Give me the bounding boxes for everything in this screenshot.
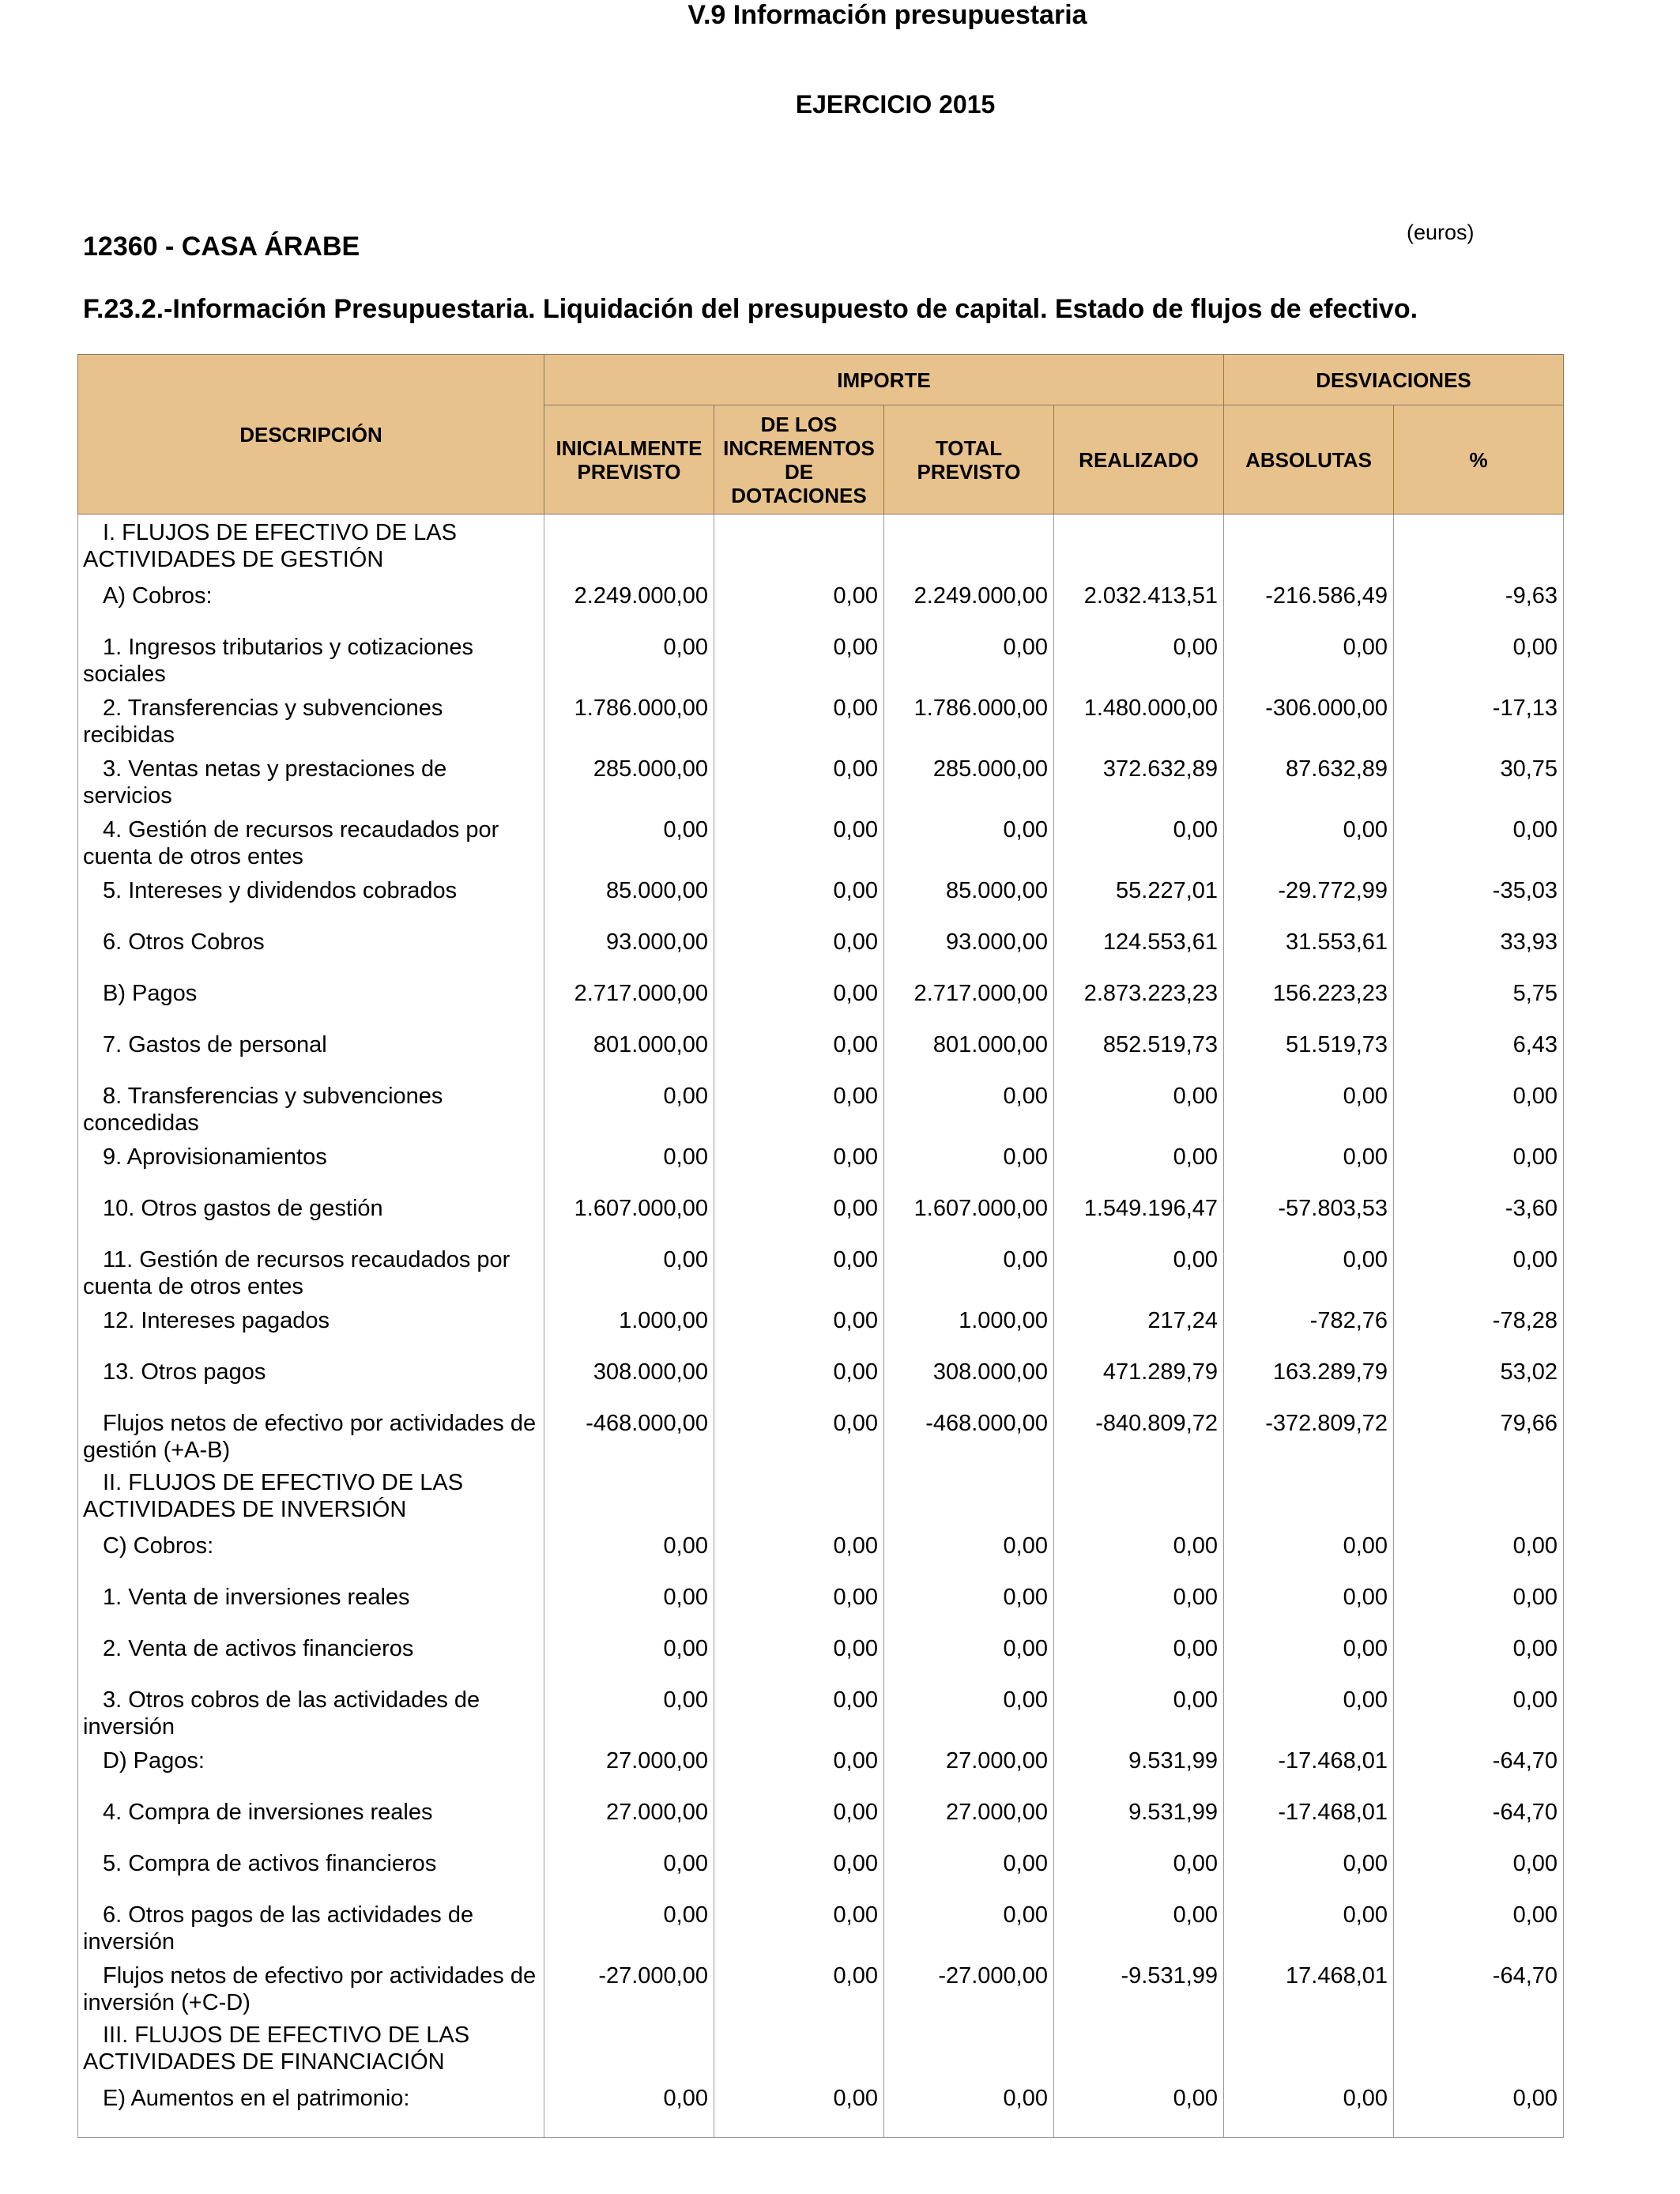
row-description (78, 1301, 544, 1352)
cell-realizado: 2.032.413,51 (1054, 576, 1224, 628)
cell-porcentaje (1394, 515, 1564, 577)
table-row (78, 515, 1564, 577)
cell-inicialmente-previsto: 2.249.000,00 (544, 576, 714, 628)
table-row (78, 1844, 1564, 1895)
cell-inicialmente-previsto: 0,00 (544, 1895, 714, 1956)
cell-porcentaje: 0,00 (1394, 810, 1564, 871)
row-description (78, 1404, 544, 1465)
cell-incrementos: 0,00 (714, 974, 884, 1025)
cell-porcentaje: -17,13 (1394, 688, 1564, 749)
cell-absolutas: 0,00 (1224, 1076, 1394, 1137)
cell-total-previsto: 1.607.000,00 (884, 1189, 1054, 1240)
cell-incrementos: 0,00 (714, 576, 884, 628)
cell-total-previsto: -27.000,00 (884, 1956, 1054, 2017)
table-row (78, 1301, 1564, 1352)
row-label: 3. Ventas netas y prestaciones de servicios (83, 756, 447, 809)
cell-incrementos (714, 515, 884, 577)
cell-inicialmente-previsto: 2.717.000,00 (544, 974, 714, 1025)
header-total-previsto: TOTAL PREVISTO (884, 405, 1054, 515)
cell-total-previsto: 0,00 (884, 2079, 1054, 2138)
row-description (78, 1076, 544, 1137)
row-description (78, 810, 544, 871)
row-description (78, 628, 544, 688)
table-row (78, 922, 1564, 974)
cell-realizado: 0,00 (1054, 1526, 1224, 1578)
row-description (78, 1895, 544, 1956)
cell-porcentaje: 0,00 (1394, 1137, 1564, 1189)
cell-incrementos: 0,00 (714, 1526, 884, 1578)
cash-flow-table (77, 354, 1564, 2138)
table-header (78, 355, 1564, 515)
cell-total-previsto: 2.249.000,00 (884, 576, 1054, 628)
header-inicialmente-previsto: INICIALMENTE PREVISTO (544, 405, 714, 515)
row-label: 9. Aprovisionamientos (103, 1144, 327, 1170)
cell-porcentaje (1394, 2017, 1564, 2079)
cell-incrementos: 0,00 (714, 1741, 884, 1793)
table-row (78, 871, 1564, 922)
cell-inicialmente-previsto: 0,00 (544, 1240, 714, 1301)
cell-porcentaje: -64,70 (1394, 1956, 1564, 2017)
cell-absolutas: -29.772,99 (1224, 871, 1394, 922)
table-row (78, 576, 1564, 628)
cell-incrementos: 0,00 (714, 810, 884, 871)
row-description (78, 1526, 544, 1578)
cell-incrementos: 0,00 (714, 1578, 884, 1629)
row-label: 1. Ingresos tributarios y cotizaciones sociales (83, 635, 474, 687)
cell-total-previsto: 0,00 (884, 1240, 1054, 1301)
cell-realizado: 124.553,61 (1054, 922, 1224, 974)
table-row (78, 810, 1564, 871)
row-description (78, 974, 544, 1025)
cell-porcentaje: 0,00 (1394, 628, 1564, 688)
row-label: D) Pagos: (103, 1748, 205, 1774)
cell-absolutas: 31.553,61 (1224, 922, 1394, 974)
table-row (78, 1956, 1564, 2017)
header-descripcion: DESCRIPCIÓN (78, 355, 544, 515)
cell-absolutas: 0,00 (1224, 1895, 1394, 1956)
table-row (78, 2017, 1564, 2079)
cell-realizado: -9.531,99 (1054, 1956, 1224, 2017)
row-label: E) Aumentos en el patrimonio: (103, 2086, 410, 2111)
cell-incrementos: 0,00 (714, 1629, 884, 1680)
cell-total-previsto: 85.000,00 (884, 871, 1054, 922)
cell-porcentaje: 0,00 (1394, 1895, 1564, 1956)
cell-porcentaje: 53,02 (1394, 1352, 1564, 1404)
cell-absolutas: -57.803,53 (1224, 1189, 1394, 1240)
cell-absolutas: 0,00 (1224, 1844, 1394, 1895)
cell-incrementos: 0,00 (714, 1025, 884, 1076)
cell-inicialmente-previsto (544, 2017, 714, 2079)
cell-porcentaje: 0,00 (1394, 1526, 1564, 1578)
cell-absolutas (1224, 515, 1394, 577)
cell-porcentaje: 0,00 (1394, 1240, 1564, 1301)
cell-inicialmente-previsto: -468.000,00 (544, 1404, 714, 1465)
header-realizado: REALIZADO (1054, 405, 1224, 515)
cell-total-previsto: 0,00 (884, 1680, 1054, 1741)
cell-porcentaje: 0,00 (1394, 1680, 1564, 1741)
row-description (78, 749, 544, 810)
cell-total-previsto: 2.717.000,00 (884, 974, 1054, 1025)
row-description (78, 1352, 544, 1404)
cell-absolutas: -216.586,49 (1224, 576, 1394, 628)
cell-incrementos: 0,00 (714, 871, 884, 922)
cell-porcentaje (1394, 1465, 1564, 1526)
cell-total-previsto: 801.000,00 (884, 1025, 1054, 1076)
cell-absolutas: 0,00 (1224, 1578, 1394, 1629)
report-subtitle: F.23.2.-Información Presupuestaria. Liquidación del presupuesto de capital. Estado de flujos de efectivo. (83, 294, 1418, 324)
cell-incrementos: 0,00 (714, 1895, 884, 1956)
header-incrementos: DE LOS INCREMENTOS DE DOTACIONES (714, 405, 884, 515)
cell-inicialmente-previsto (544, 1465, 714, 1526)
cell-total-previsto: 0,00 (884, 628, 1054, 688)
row-label: 5. Intereses y dividendos cobrados (103, 878, 458, 903)
cell-porcentaje: 0,00 (1394, 1076, 1564, 1137)
cell-realizado: 1.480.000,00 (1054, 688, 1224, 749)
cell-realizado (1054, 515, 1224, 577)
table-row (78, 749, 1564, 810)
cell-inicialmente-previsto: 0,00 (544, 1526, 714, 1578)
row-label: 3. Otros cobros de las actividades de inversión (83, 1687, 480, 1740)
row-label: III. FLUJOS DE EFECTIVO DE LAS ACTIVIDADES DE FINANCIACIÓN (83, 2022, 470, 2075)
currency-unit: (euros) (1407, 221, 1475, 244)
row-description (78, 1137, 544, 1189)
header-porcentaje: % (1394, 405, 1564, 515)
cell-incrementos: 0,00 (714, 1301, 884, 1352)
row-label: 4. Gestión de recursos recaudados por cuenta de otros entes (83, 817, 499, 869)
cell-inicialmente-previsto: 0,00 (544, 1076, 714, 1137)
table-row (78, 1895, 1564, 1956)
cell-absolutas: 163.289,79 (1224, 1352, 1394, 1404)
cell-incrementos: 0,00 (714, 922, 884, 974)
row-label: 8. Transferencias y subvenciones concedidas (83, 1084, 443, 1136)
row-description (78, 871, 544, 922)
cell-total-previsto (884, 1465, 1054, 1526)
cell-incrementos: 0,00 (714, 688, 884, 749)
header-absolutas: ABSOLUTAS (1224, 405, 1394, 515)
cell-total-previsto: 0,00 (884, 1844, 1054, 1895)
cell-incrementos: 0,00 (714, 628, 884, 688)
row-description (78, 1578, 544, 1629)
cell-absolutas: 0,00 (1224, 628, 1394, 688)
cell-incrementos: 0,00 (714, 749, 884, 810)
row-label: 6. Otros Cobros (103, 929, 265, 955)
cell-inicialmente-previsto: 1.000,00 (544, 1301, 714, 1352)
cell-porcentaje: 30,75 (1394, 749, 1564, 810)
cell-realizado: 0,00 (1054, 1076, 1224, 1137)
cell-realizado: 0,00 (1054, 1240, 1224, 1301)
row-label: 13. Otros pagos (103, 1359, 266, 1385)
cell-incrementos (714, 2017, 884, 2079)
table-body (78, 515, 1564, 2138)
cell-inicialmente-previsto: 285.000,00 (544, 749, 714, 810)
cell-porcentaje: 5,75 (1394, 974, 1564, 1025)
cell-porcentaje: 33,93 (1394, 922, 1564, 974)
cell-inicialmente-previsto: 1.607.000,00 (544, 1189, 714, 1240)
row-label: 11. Gestión de recursos recaudados por cuenta de otros entes (83, 1247, 510, 1299)
table-row (78, 1578, 1564, 1629)
cell-absolutas: 0,00 (1224, 1680, 1394, 1741)
row-label: C) Cobros: (103, 1533, 214, 1559)
cell-absolutas: 0,00 (1224, 1629, 1394, 1680)
cell-inicialmente-previsto (544, 515, 714, 577)
cell-inicialmente-previsto: 1.786.000,00 (544, 688, 714, 749)
cell-realizado: 0,00 (1054, 1844, 1224, 1895)
cell-realizado: 0,00 (1054, 2079, 1224, 2138)
cell-realizado: 0,00 (1054, 628, 1224, 688)
row-label: 2. Transferencias y subvenciones recibidas (83, 696, 443, 748)
table-row (78, 1025, 1564, 1076)
row-description (78, 2017, 544, 2079)
cell-porcentaje: -9,63 (1394, 576, 1564, 628)
cell-inicialmente-previsto: 27.000,00 (544, 1793, 714, 1844)
row-description (78, 1956, 544, 2017)
cell-absolutas: -782,76 (1224, 1301, 1394, 1352)
cell-inicialmente-previsto: -27.000,00 (544, 1956, 714, 2017)
cell-inicialmente-previsto: 85.000,00 (544, 871, 714, 922)
cell-porcentaje: 6,43 (1394, 1025, 1564, 1076)
cell-inicialmente-previsto: 0,00 (544, 1844, 714, 1895)
cell-total-previsto: 27.000,00 (884, 1741, 1054, 1793)
cell-absolutas: 0,00 (1224, 1240, 1394, 1301)
cell-inicialmente-previsto: 0,00 (544, 1680, 714, 1741)
cell-total-previsto: 93.000,00 (884, 922, 1054, 974)
cell-realizado (1054, 1465, 1224, 1526)
row-label: 2. Venta de activos financieros (103, 1636, 414, 1661)
table-row (78, 1629, 1564, 1680)
cell-inicialmente-previsto: 93.000,00 (544, 922, 714, 974)
cell-inicialmente-previsto: 0,00 (544, 2079, 714, 2138)
exercise-year: EJERCICIO 2015 (795, 90, 996, 119)
cell-inicialmente-previsto: 0,00 (544, 628, 714, 688)
cell-realizado: 0,00 (1054, 1578, 1224, 1629)
table-row (78, 1741, 1564, 1793)
cell-absolutas: 51.519,73 (1224, 1025, 1394, 1076)
row-description (78, 1680, 544, 1741)
row-label: 7. Gastos de personal (103, 1032, 327, 1057)
report-title: V.9 Información presupuestaria (687, 0, 1087, 30)
cell-inicialmente-previsto: 308.000,00 (544, 1352, 714, 1404)
cell-realizado: 9.531,99 (1054, 1793, 1224, 1844)
cell-realizado: 0,00 (1054, 1680, 1224, 1741)
cell-realizado: 217,24 (1054, 1301, 1224, 1352)
cell-porcentaje: 0,00 (1394, 1578, 1564, 1629)
row-description (78, 1741, 544, 1793)
table-row (78, 1526, 1564, 1578)
row-label: B) Pagos (103, 981, 198, 1006)
cell-total-previsto: 0,00 (884, 1526, 1054, 1578)
cell-realizado: 9.531,99 (1054, 1741, 1224, 1793)
cell-incrementos: 0,00 (714, 1137, 884, 1189)
table-row (78, 2079, 1564, 2138)
row-description (78, 1629, 544, 1680)
cell-total-previsto: -468.000,00 (884, 1404, 1054, 1465)
table-row (78, 628, 1564, 688)
cell-total-previsto: 0,00 (884, 810, 1054, 871)
cell-realizado: 1.549.196,47 (1054, 1189, 1224, 1240)
cell-realizado: 372.632,89 (1054, 749, 1224, 810)
cell-realizado: 0,00 (1054, 1137, 1224, 1189)
row-label: 1. Venta de inversiones reales (103, 1585, 410, 1610)
cell-incrementos: 0,00 (714, 1352, 884, 1404)
row-label: 4. Compra de inversiones reales (103, 1800, 433, 1825)
header-desviaciones: DESVIACIONES (1224, 355, 1564, 405)
cell-inicialmente-previsto: 0,00 (544, 1629, 714, 1680)
cell-total-previsto (884, 515, 1054, 577)
row-label: A) Cobros: (103, 583, 213, 609)
cell-absolutas: 156.223,23 (1224, 974, 1394, 1025)
cell-realizado (1054, 2017, 1224, 2079)
cell-incrementos: 0,00 (714, 1404, 884, 1465)
cell-incrementos: 0,00 (714, 1240, 884, 1301)
cell-realizado: 0,00 (1054, 1629, 1224, 1680)
cell-realizado: 0,00 (1054, 1895, 1224, 1956)
cell-porcentaje: 0,00 (1394, 1629, 1564, 1680)
cell-incrementos (714, 1465, 884, 1526)
cell-inicialmente-previsto: 27.000,00 (544, 1741, 714, 1793)
row-label: Flujos netos de efectivo por actividades de gestión (+A-B) (83, 1411, 537, 1463)
row-description (78, 1844, 544, 1895)
table-row (78, 1404, 1564, 1465)
cell-realizado: 0,00 (1054, 810, 1224, 871)
row-description (78, 1240, 544, 1301)
cell-absolutas (1224, 2017, 1394, 2079)
table-row (78, 1352, 1564, 1404)
cell-absolutas: 0,00 (1224, 1526, 1394, 1578)
cell-total-previsto: 27.000,00 (884, 1793, 1054, 1844)
cell-total-previsto: 1.000,00 (884, 1301, 1054, 1352)
row-label: 5. Compra de activos financieros (103, 1851, 437, 1876)
cell-porcentaje: 0,00 (1394, 1844, 1564, 1895)
cell-inicialmente-previsto: 801.000,00 (544, 1025, 714, 1076)
cell-realizado: 471.289,79 (1054, 1352, 1224, 1404)
row-description (78, 576, 544, 628)
cell-porcentaje: 79,66 (1394, 1404, 1564, 1465)
table-row (78, 1189, 1564, 1240)
table-row (78, 974, 1564, 1025)
cell-incrementos: 0,00 (714, 1189, 884, 1240)
row-description (78, 1025, 544, 1076)
row-label: II. FLUJOS DE EFECTIVO DE LAS ACTIVIDADES DE INVERSIÓN (83, 1470, 464, 1522)
cell-absolutas: 0,00 (1224, 810, 1394, 871)
cell-absolutas: -306.000,00 (1224, 688, 1394, 749)
cell-incrementos: 0,00 (714, 2079, 884, 2138)
cell-realizado: -840.809,72 (1054, 1404, 1224, 1465)
table-row (78, 1793, 1564, 1844)
cell-total-previsto: 0,00 (884, 1076, 1054, 1137)
table-row (78, 1465, 1564, 1526)
cell-total-previsto (884, 2017, 1054, 2079)
cell-porcentaje: -3,60 (1394, 1189, 1564, 1240)
row-label: Flujos netos de efectivo por actividades de inversión (+C-D) (83, 1963, 537, 2015)
cell-porcentaje: 0,00 (1394, 2079, 1564, 2138)
row-description (78, 688, 544, 749)
table-row (78, 688, 1564, 749)
cell-absolutas: -17.468,01 (1224, 1741, 1394, 1793)
row-description (78, 1793, 544, 1844)
cell-inicialmente-previsto: 0,00 (544, 1578, 714, 1629)
cell-porcentaje: -64,70 (1394, 1741, 1564, 1793)
cell-total-previsto: 0,00 (884, 1137, 1054, 1189)
cell-absolutas: 0,00 (1224, 2079, 1394, 2138)
cell-absolutas: 87.632,89 (1224, 749, 1394, 810)
cell-absolutas: 0,00 (1224, 1137, 1394, 1189)
table-row (78, 1240, 1564, 1301)
cell-absolutas: -17.468,01 (1224, 1793, 1394, 1844)
row-label: 12. Intereses pagados (103, 1308, 330, 1333)
cell-porcentaje: -78,28 (1394, 1301, 1564, 1352)
cell-incrementos: 0,00 (714, 1844, 884, 1895)
cell-total-previsto: 0,00 (884, 1578, 1054, 1629)
row-description (78, 2079, 544, 2138)
cell-porcentaje: -64,70 (1394, 1793, 1564, 1844)
row-description (78, 515, 544, 577)
cell-absolutas (1224, 1465, 1394, 1526)
cell-inicialmente-previsto: 0,00 (544, 1137, 714, 1189)
cell-total-previsto: 0,00 (884, 1895, 1054, 1956)
cell-incrementos: 0,00 (714, 1076, 884, 1137)
row-description (78, 1465, 544, 1526)
cell-realizado: 852.519,73 (1054, 1025, 1224, 1076)
cell-total-previsto: 0,00 (884, 1629, 1054, 1680)
row-label: I. FLUJOS DE EFECTIVO DE LAS ACTIVIDADES DE GESTIÓN (83, 520, 457, 572)
table-row (78, 1680, 1564, 1741)
row-label: 6. Otros pagos de las actividades de inversión (83, 1902, 474, 1955)
table-row (78, 1076, 1564, 1137)
cell-absolutas: -372.809,72 (1224, 1404, 1394, 1465)
row-label: 10. Otros gastos de gestión (103, 1196, 383, 1221)
header-importe: IMPORTE (544, 355, 1224, 405)
table-row (78, 1137, 1564, 1189)
cell-absolutas: 17.468,01 (1224, 1956, 1394, 2017)
cell-incrementos: 0,00 (714, 1793, 884, 1844)
row-description (78, 1189, 544, 1240)
cell-realizado: 55.227,01 (1054, 871, 1224, 922)
cell-total-previsto: 1.786.000,00 (884, 688, 1054, 749)
cell-porcentaje: -35,03 (1394, 871, 1564, 922)
cell-realizado: 2.873.223,23 (1054, 974, 1224, 1025)
cell-inicialmente-previsto: 0,00 (544, 810, 714, 871)
entity-name: 12360 - CASA ÁRABE (83, 232, 360, 262)
cell-incrementos: 0,00 (714, 1956, 884, 2017)
cell-total-previsto: 285.000,00 (884, 749, 1054, 810)
row-description (78, 922, 544, 974)
cell-incrementos: 0,00 (714, 1680, 884, 1741)
cell-total-previsto: 308.000,00 (884, 1352, 1054, 1404)
